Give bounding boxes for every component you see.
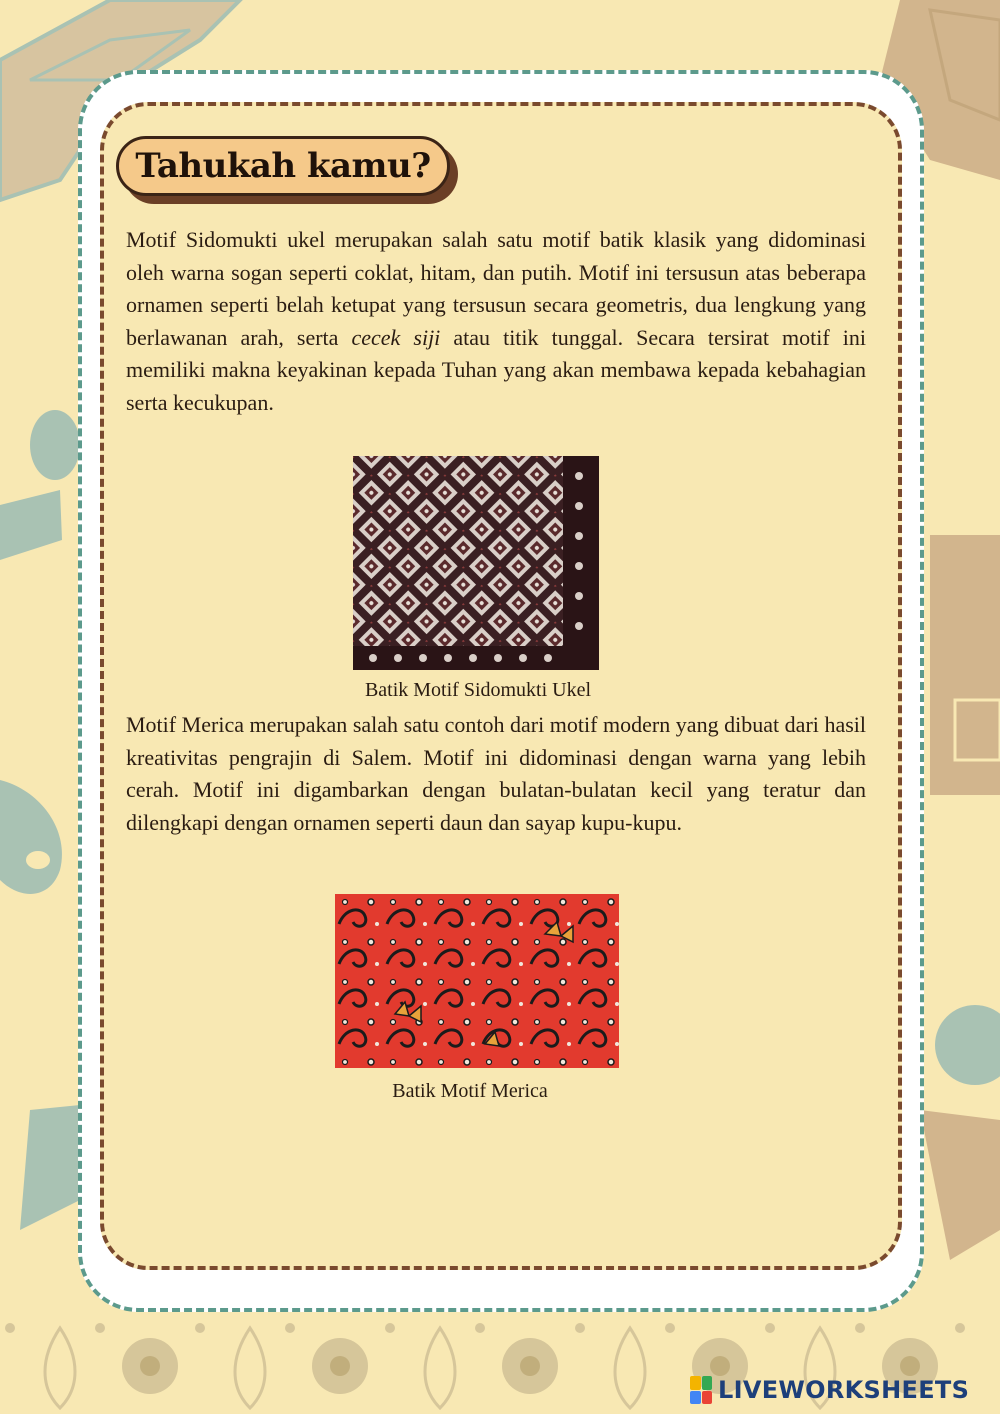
paragraph-sidomukti-text-2: atau titik tunggal. Secara tersirat motif ini memiliki makna keyakinan kepada Tuhan yang akan membawa kepada kebahagian serta kecukupan. — [126, 324, 866, 415]
image-batik-merica — [335, 894, 619, 1068]
caption-sidomukti: Batik Motif Sidomukti Ukel — [364, 679, 592, 701]
liveworksheets-brand — [690, 1372, 969, 1408]
paragraph-sidomukti-text-1: Motif Sidomukti ukel merupakan salah satu motif batik klasik yang didominasi oleh warna sogan seperti coklat, hitam, dan putih. Motif ini tersusun atas beberapa ornamen seperti belah ketupat yang tersusun secara geometris, dua lengkung yang berlawanan arah, serta — [126, 227, 866, 350]
paragraph-merica: Motif Merica merupakan salah satu contoh dari motif modern yang dibuat dari hasil kreativitas pengrajin di Salem. Motif ini didominasi dengan warna yang lebih cerah. Motif ini digambarkan dengan bulatan-bulatan kecil yang teratur dan dilengkapi dengan ornamen seperti daun dan sayap kupu-kupu. — [126, 712, 866, 835]
page-title: Tahukah kamu? — [116, 136, 450, 196]
paragraph-sidomukti-italic: cecek siji — [351, 324, 441, 350]
paragraph-sidomukti — [126, 224, 866, 419]
caption-merica: Batik Motif Merica — [392, 1080, 548, 1102]
image-batik-sidomukti-ukel — [353, 456, 599, 670]
brand-name: LIVEWORKSHEETS — [718, 1376, 970, 1404]
liveworksheets-logo-icon — [690, 1376, 712, 1404]
